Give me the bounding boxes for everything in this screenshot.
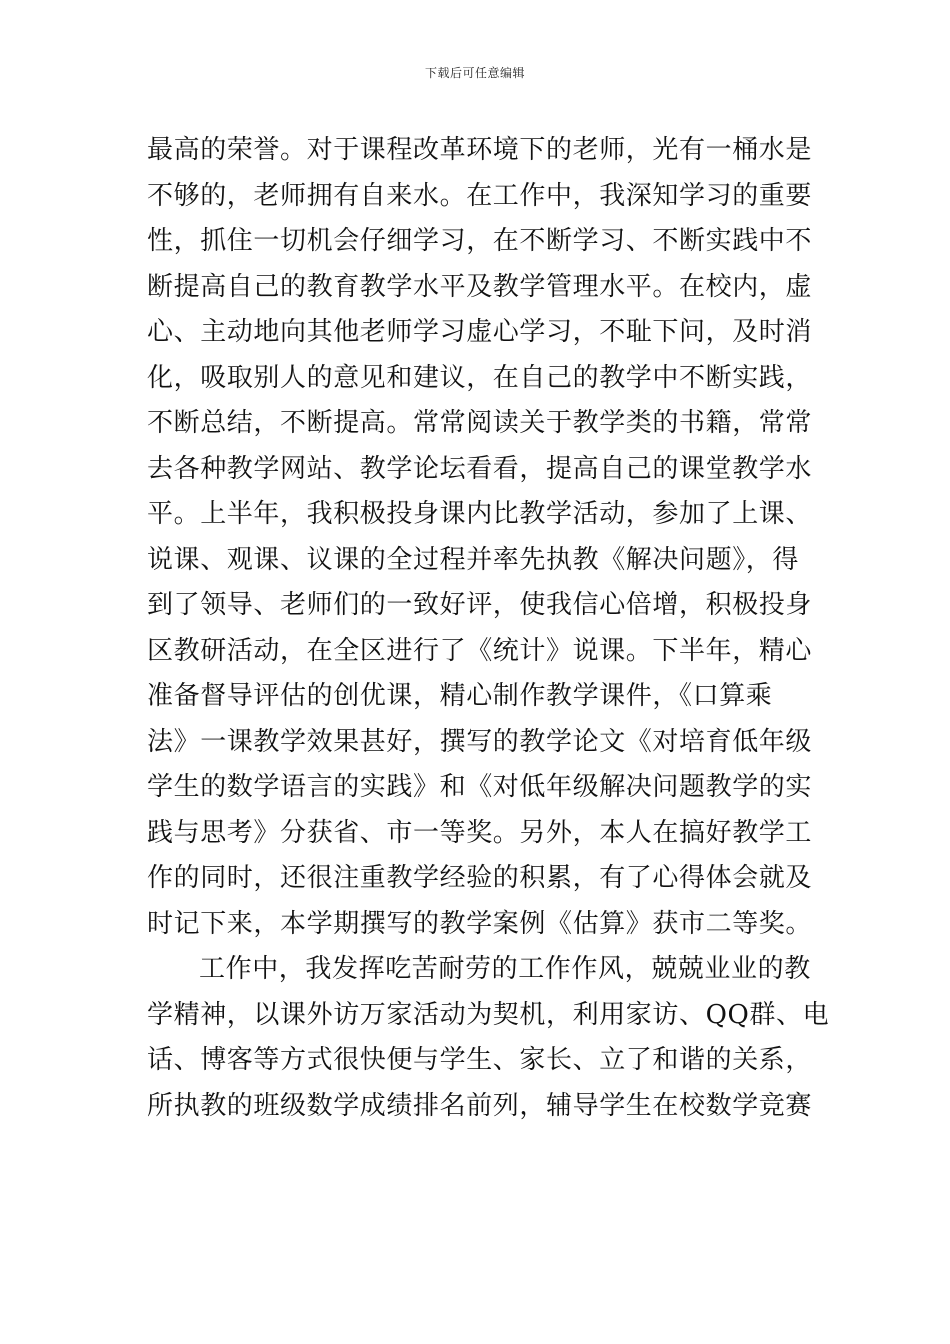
text-line: 说课、观课、议课的全过程并率先执教《解决问题》，得: [147, 544, 800, 575]
text-line: 平。上半年，我积极投身课内比教学活动，参加了上课、: [147, 499, 813, 529]
paragraph-1: [147, 128, 813, 947]
text-line: 化，吸取别人的意见和建议，在自己的教学中不断实践，: [147, 362, 813, 393]
page-header: 下载后可任意编辑: [424, 66, 525, 80]
text-line: 话、博客等方式很快便与学生、家长、立了和谐的关系，: [147, 1045, 813, 1075]
text-line: 学生的数学语言的实践》和《对低年级解决问题教学的实: [147, 772, 813, 802]
text-line: 心、主动地向其他老师学习虚心学习，不耻下问，及时消: [147, 317, 813, 347]
text-line: 所执教的班级数学成绩排名前列，辅导学生在校数学竞赛: [147, 1090, 813, 1121]
text-line: 时记下来，本学期撰写的教学案例《估算》获市二等奖。: [147, 908, 813, 939]
text-line: 最高的荣誉。对于课程改革环境下的老师，光有一桶水是: [147, 135, 813, 165]
text-line: 性，抓住一切机会仔细学习，在不断学习、不断实践中不: [147, 226, 813, 256]
paragraph-2: [147, 947, 830, 1129]
text-line: 到了领导、老师们的一致好评，使我信心倍增，积极投身: [147, 590, 813, 620]
text-line: 区教研活动，在全区进行了《统计》说课。下半年，精心: [147, 635, 813, 666]
text-line: 践与思考》分获省、市一等奖。另外，本人在搞好教学工: [147, 817, 813, 848]
document-body: [147, 128, 830, 1129]
text-line: 不够的，老师拥有自来水。在工作中，我深知学习的重要: [147, 180, 813, 211]
text-line: 准备督导评估的创优课，精心制作教学课件，《口算乘: [147, 681, 773, 711]
text-line: 作的同时，还很注重教学经验的积累，有了心得体会就及: [147, 863, 813, 893]
text-line: 学精神，以课外访万家活动为契机，利用家访、QQ群、电: [147, 999, 830, 1030]
text-line: 工作中，我发挥吃苦耐劳的工作作风，兢兢业业的教: [199, 954, 811, 984]
text-line: 不断总结，不断提高。常常阅读关于教学类的书籍，常常: [147, 408, 813, 438]
text-line: 去各种教学网站、教学论坛看看，提高自己的课堂教学水: [147, 453, 813, 484]
text-line: 断提高自己的教育教学水平及教学管理水平。在校内，虚: [147, 271, 813, 302]
text-line: 法》一课教学效果甚好，撰写的教学论文《对培育低年级: [147, 726, 813, 757]
